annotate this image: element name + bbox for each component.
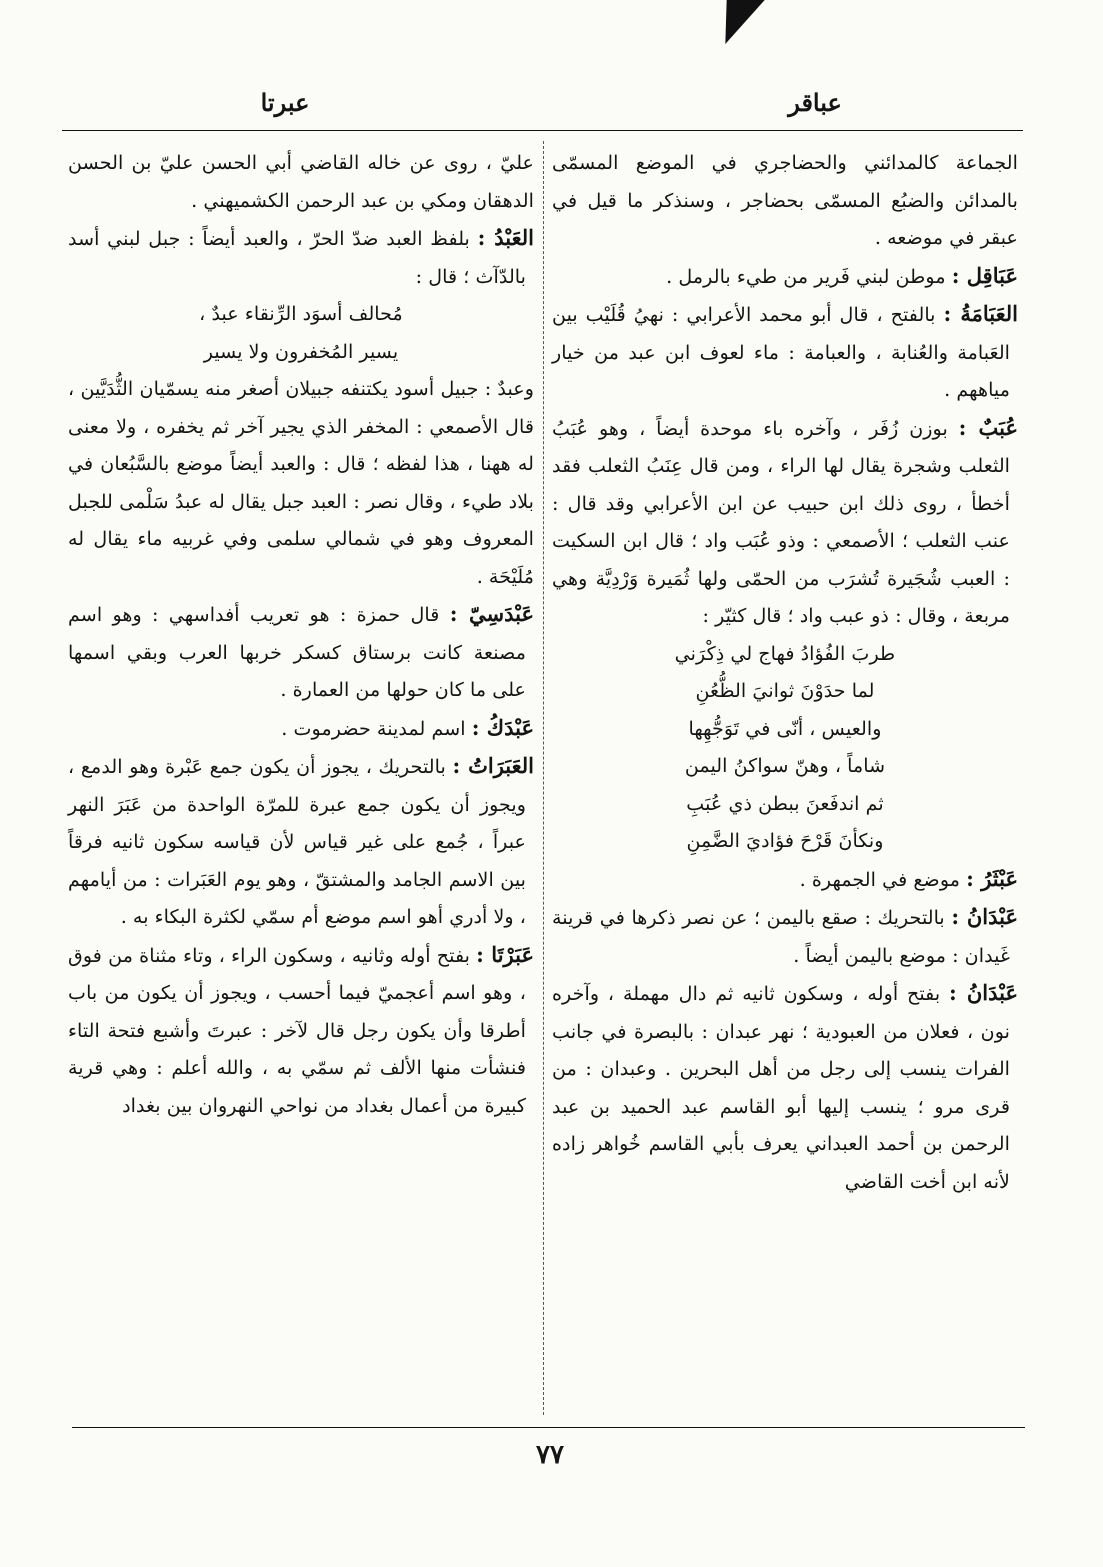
entry-text: بفتح أوله ، وسكون ثانيه ثم دال مهملة ، وآخره نون ، فعلان من العبودية ؛ نهر عبدان : بالبصرة في جانب الفرات ينسب إلى رجل من أهل البحرين . وعبدان : من قرى مرو ؛ ينسب إليها أبو القاسم عبد الحميد بن عبد الرحمن بن أحمد العبداني يعرف بأبي القاسم خُواهر زاده لأنه ابن أخت القاضي bbox=[552, 982, 1010, 1193]
entry-headword: عَبْدَسِيّ : bbox=[449, 601, 534, 626]
entry-headword: عَبَرْتَا : bbox=[476, 941, 534, 967]
poetry-verse: ثم اندفَعنَ ببطن ذي عُبَبِ bbox=[686, 791, 884, 815]
entry-headword: عَبْدَانُ : bbox=[949, 980, 1018, 1005]
right-column bbox=[552, 144, 1018, 1200]
poetry-verse: لما حدَوْنَ ثوانيَ الظُّعُنِ bbox=[695, 679, 875, 702]
entry-headword: عَبْدَانُ : bbox=[951, 904, 1018, 929]
column-divider bbox=[543, 141, 544, 1415]
entry-headword: العَبْدُ : bbox=[477, 225, 534, 250]
entry-headword: عَبْدَكُ : bbox=[471, 714, 534, 740]
entry-text: موضع في الجمهرة . bbox=[799, 867, 967, 891]
entry-headword: عَبَاقِل : bbox=[951, 262, 1018, 288]
poetry-verse: والعيس ، أنّى في تَوَجُّهِها bbox=[688, 716, 882, 740]
bottom-rule bbox=[72, 1427, 1025, 1428]
entry-text: بالتحريك ، يجوز أن يكون جمع عَبْرة وهو الدمع ، ويجوز أن يكون جمع عبرة للمرّة الواحدة من عَبَرَ النهر عبراً ، جُمع على غير قياس لأن قياسه سكون ثانيه فرقاً بين الاسم الجامد والمشتقّ ، وهو يوم العَبَرات : من أيامهم ، ولا أدري أهو اسم موضع أم سمّي لكثرة البكاء به . bbox=[68, 755, 526, 928]
corner-mark bbox=[717, 0, 764, 44]
top-rule bbox=[62, 130, 1023, 131]
dictionary-entry bbox=[68, 936, 534, 1125]
continued-paragraph: الجماعة كالمدائني والحضاجري في الموضع المسمّى بالمدائن والضبُع المسمّى بحضاجر ، وسنذكر ما قيل في عبقر في موضعه . bbox=[552, 151, 1018, 249]
entry-text: اسم لمدينة حضرموت . bbox=[281, 716, 472, 740]
page-number: ٧٧ bbox=[536, 1440, 564, 1470]
entry-text: بوزن زُفَر ، وآخره باء موحدة أيضاً ، وهو عُبَبُ الثعلب وشجرة يقال لها الراء ، ومن قال عِنَبُ الثعلب فقد أخطأ ، روى ذلك ابن حبيب عن ابن الأعرابي وقد قال : عنب الثعلب ؛ الأصمعي : وذو عُبَب واد ؛ قال ابن السكيت : العبب شُجَيرة تُشرَب من الحمّى ولها ثُمَيرة وَرْدِيَّة وهي مربعة ، وقال : ذو عبب واد ؛ قال كثيّر : bbox=[552, 416, 1010, 627]
poetry-verse: طربَ الفُؤادُ فهاج لي ذِكْرَني bbox=[674, 641, 896, 665]
entry-text: موطن لبني فَرير من طيء بالرمل . bbox=[666, 264, 952, 288]
dictionary-entry bbox=[552, 898, 1018, 974]
dictionary-entry bbox=[552, 409, 1018, 635]
entry-headword: عَبْثَرُ : bbox=[966, 865, 1018, 891]
left-column bbox=[68, 144, 534, 1124]
dictionary-entry bbox=[68, 219, 534, 295]
dictionary-entry bbox=[552, 860, 1018, 899]
dictionary-entry bbox=[68, 747, 534, 936]
entry-text: بالفتح ، قال أبو محمد الأعرابي : نهيُ قُلَيْب بين العَبامة والعُنابة ، والعبامة : ماء لعوف ابن عبد من خيار مياههم . bbox=[552, 303, 1010, 401]
dictionary-entry bbox=[552, 974, 1018, 1200]
entry-headword: العَبَرَاتُ : bbox=[452, 753, 534, 778]
poetry-verse: يسير المُخفرون ولا يسير bbox=[203, 339, 399, 363]
entry-text: بفتح أوله وثانيه ، وسكون الراء ، وتاء مثناة من فوق ، وهو اسم أعجميّ فيما أحسب ، ويجوز أن يكون من باب أطرقا وأن يكون رجل قال لآخر : عبرتَ وأشبع فتحة التاء فنشأت منها الألف ثم سمّي به ، والله أعلم : وهي قرية كبيرة من أعمال بغداد من نواحي النهروان بين بغداد bbox=[68, 943, 526, 1117]
entry-text: بالتحريك : صقع باليمن ؛ عن نصر ذكرها في قرينة غَيدان : موضع باليمن أيضاً . bbox=[552, 906, 1010, 967]
entry-text: قال حمزة : هو تعريب أفداسهي : وهو اسم مصنعة كانت برستاق كسكر خربها العرب وبقي اسمها على ما كان حولها من العمارة . bbox=[68, 603, 526, 701]
continued-paragraph: عليّ ، روى عن خاله القاضي أبي الحسن عليّ بن الحسن الدهقان ومكي بن عبد الرحمن الكشميهني . bbox=[68, 151, 534, 212]
poetry-verse: ونكأنَ قَرْحَ فؤاديَ الضَّمِنِ bbox=[686, 829, 884, 852]
dictionary-entry bbox=[552, 295, 1018, 409]
entry-headword: عُبَبٌ : bbox=[958, 414, 1018, 440]
dictionary-entry bbox=[68, 595, 534, 709]
entry-text: بلفظ العبد ضدّ الحرّ ، والعبد أيضاً : جبل لبني أسد بالدّآث ؛ قال : bbox=[68, 227, 526, 288]
dictionary-entry bbox=[552, 257, 1018, 296]
dictionary-entry bbox=[68, 709, 534, 748]
poetry-verse: شاماً ، وهنّ سواكنُ اليمن bbox=[684, 754, 886, 777]
entry-headword: العَبَامَةُ : bbox=[943, 301, 1019, 326]
header-left-title: عبرتا bbox=[260, 88, 310, 117]
header-right-title: عباقر bbox=[788, 88, 842, 117]
poetry-verse: مُحالف أسوَد الرِّنقاء عبدٌ ، bbox=[199, 302, 403, 325]
continued-paragraph: وعبدٌ : جبيل أسود يكتنفه جبيلان أصغر منه يسمّيان الثُّدَيَّين ، قال الأصمعي : المخفر الذي يجير آخر ثم يخفره ، ولا معنى له ههنا ، هذا لفظه ؛ قال : والعبد أيضاً موضع بالسَّبُعان في بلاد طيء ، وقال نصر : العبد جبل يقال له عبدُ سَلْمى للجبل المعروف وهو في شمالي سلمى وفي غربيه ماء يقال له مُلَيْحَة . bbox=[68, 377, 534, 588]
